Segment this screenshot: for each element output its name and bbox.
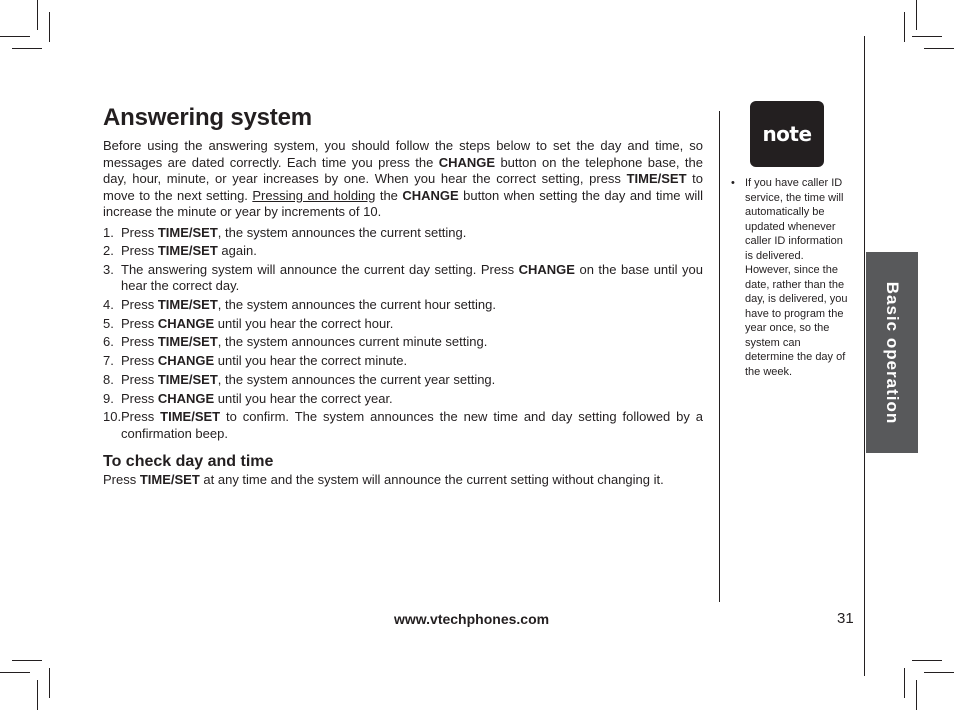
- crop-mark: [37, 0, 38, 30]
- text-run: Press: [121, 334, 158, 350]
- step-text: [121, 391, 393, 406]
- text-run: Press: [121, 224, 158, 240]
- subheading-paragraph: [103, 472, 703, 489]
- crop-mark: [916, 680, 917, 710]
- bold-term: TIME/SET: [157, 371, 218, 387]
- text-run: Press: [121, 353, 158, 369]
- crop-mark: [904, 12, 905, 42]
- section-tab-label: Basic operation: [883, 281, 902, 424]
- bold-term: CHANGE: [402, 187, 459, 203]
- text-run: , the system announces the current year setting.: [217, 371, 496, 387]
- crop-mark: [924, 672, 954, 673]
- bold-term: CHANGE: [157, 390, 215, 406]
- crop-mark: [49, 668, 50, 698]
- bold-term: CHANGE: [157, 353, 215, 369]
- note-label: note: [762, 122, 812, 146]
- bold-term: TIME/SET: [160, 409, 221, 425]
- step-item: [103, 316, 703, 333]
- step-number: 2.: [103, 243, 114, 259]
- underlined-text: Pressing and holding: [252, 187, 376, 203]
- text-run: again.: [217, 243, 257, 259]
- step-number: 8.: [103, 371, 114, 387]
- text-run: to move to the next setting.: [103, 171, 703, 203]
- text-run: until you hear the correct minute.: [214, 353, 408, 369]
- bold-term: CHANGE: [157, 315, 215, 331]
- text-run: , the system announces current minute setting.: [217, 334, 488, 350]
- text-run: Press: [121, 297, 158, 313]
- footer-url: www.vtechphones.com: [394, 611, 550, 627]
- step-item: [103, 372, 703, 389]
- step-number: 9.: [103, 390, 114, 406]
- bold-term: TIME/SET: [157, 297, 218, 313]
- step-number: 4.: [103, 297, 114, 313]
- text-run: Press: [103, 472, 140, 488]
- step-number: 5.: [103, 315, 114, 331]
- crop-mark: [0, 672, 30, 673]
- step-number: 6.: [103, 334, 114, 350]
- text-run: the: [375, 187, 403, 203]
- step-text: [121, 372, 495, 387]
- steps-list: [103, 225, 703, 443]
- text-run: Press: [121, 315, 158, 331]
- step-text: [121, 262, 703, 294]
- note-bullet: •: [731, 177, 735, 189]
- bold-term: TIME/SET: [157, 243, 218, 259]
- text-run: button on the telephone base, the day, hour, minute, or year increases by one. When you hear the correct setting, press: [103, 154, 703, 186]
- bold-term: CHANGE: [518, 261, 575, 277]
- text-run: button when setting the day and time will increase the minute or year by increments of 10.: [103, 187, 703, 219]
- step-item: [103, 297, 703, 314]
- bold-term: CHANGE: [438, 154, 496, 170]
- text-run: , the system announces the current setting.: [217, 224, 467, 240]
- note-text: [731, 176, 851, 379]
- step-item: [103, 225, 703, 242]
- step-text: [121, 316, 393, 331]
- bold-term: TIME/SET: [157, 334, 218, 350]
- crop-mark: [0, 36, 30, 37]
- step-text: [121, 353, 407, 368]
- crop-mark: [904, 668, 905, 698]
- crop-mark: [912, 36, 942, 37]
- text-run: until you hear the correct hour.: [214, 315, 394, 331]
- text-run: at any time and the system will announce the current setting without changing it.: [199, 472, 664, 488]
- text-run: until you hear the correct year.: [214, 390, 393, 406]
- step-number: 7.: [103, 353, 114, 369]
- crop-mark: [12, 660, 42, 661]
- text-run: to confirm. The system announces the new time and day setting followed by a confirmation beep.: [121, 409, 704, 441]
- crop-mark: [912, 660, 942, 661]
- crop-mark: [12, 48, 42, 49]
- text-run: Press: [121, 390, 158, 406]
- page-edge-line: [864, 36, 865, 676]
- text-run: Before using the answering system, you should follow the steps below to set the day and time, so messages are dated correctly. Each time you press the: [103, 138, 703, 170]
- main-content: [103, 138, 703, 489]
- text-run: , the system announces the current hour setting.: [217, 297, 497, 313]
- crop-mark: [49, 12, 50, 42]
- step-text: [121, 334, 487, 349]
- page-title: Answering system: [103, 104, 312, 131]
- note-body: If you have caller ID service, the time will automatically be updated whenever caller ID information is delivered. However, since the date, rather than the day, is delivered, you have to program the year once, so the system can determine the day of the week.: [745, 177, 848, 378]
- step-item: [103, 391, 703, 408]
- note-icon: [750, 101, 824, 167]
- step-number: 1.: [103, 224, 114, 240]
- text-run: on the base until you hear the correct day.: [121, 261, 703, 294]
- crop-mark: [37, 680, 38, 710]
- step-item: [103, 243, 703, 260]
- step-text: [121, 297, 496, 312]
- step-number: 3.: [103, 261, 114, 277]
- bold-term: TIME/SET: [139, 472, 200, 488]
- step-number: 10.: [103, 409, 122, 425]
- step-item: [103, 262, 703, 295]
- crop-mark: [924, 48, 954, 49]
- bold-term: TIME/SET: [626, 171, 687, 186]
- text-run: Press: [121, 243, 158, 259]
- text-run: The answering system will announce the current day setting. Press: [121, 261, 519, 277]
- text-run: Press: [121, 371, 158, 387]
- step-text: [121, 225, 466, 240]
- step-text: [121, 243, 257, 258]
- crop-mark: [916, 0, 917, 30]
- step-item: [103, 334, 703, 351]
- page-number: 31: [837, 610, 854, 627]
- bold-term: TIME/SET: [157, 224, 218, 240]
- intro-paragraph: [103, 138, 703, 221]
- step-text: [121, 409, 703, 441]
- text-run: Press: [121, 409, 161, 425]
- subheading: To check day and time: [103, 453, 274, 471]
- section-tab: [866, 252, 918, 453]
- column-divider: [719, 111, 720, 602]
- step-item: [103, 409, 703, 442]
- step-item: [103, 353, 703, 370]
